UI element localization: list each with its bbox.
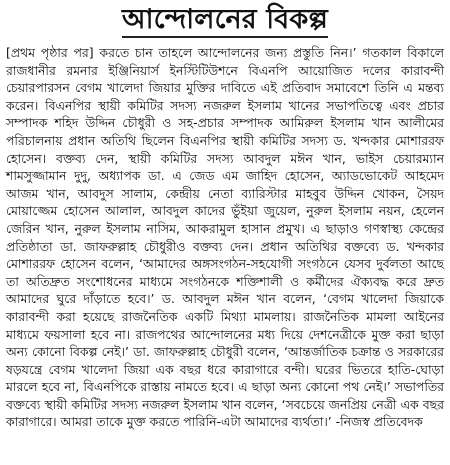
- article-body: [6, 44, 444, 431]
- headline: আন্দোলনের বিকল্প: [122, 6, 328, 38]
- article-text: করতে চান তাহলে আন্দোলনের জন্য প্রস্তুতি নিন।’ গতকাল বিকালে রাজধানীর রমনার ইঞ্জিনিয়ার্স ইনস্টিটিউশনে বিএনপি আয়োজিত দলের কারাবন্দী চেয়ারপারসন বেগম খালেদা জিয়ার মুক্তির দাবিতে এই প্রতিবাদ সমাবেশে তিনি এ মন্তব্য করেন। বিএনপির স্থায়ী কমিটির সদস্য নজরুল ইসলাম খানের সভাপতিত্বে এবং প্রচার সম্পাদক শহিদ উদ্দিন চৌধুরী ও সহ-প্রচার সম্পাদক আমিরুল ইসলাম খান আলীমের পরিচালনায় প্রধান অতিথি ছিলেন বিএনপির স্থায়ী কমিটির সদস্য ড. খন্দকার মোশাররফ হোসেন। বক্তব্য দেন, স্থায়ী কমিটির সদস্য আবদুল মঈন খান, ভাইস চেয়ারম্যান শামসুজ্জামান দুদু, অধ্যাপক ডা. এ জেড এম জাহিদ হোসেন, অ্যাডভোকেট আহমেদ আজম খান, আবদুস সালাম, কেন্দ্রীয় নেতা ব্যারিস্টার মাহবুব উদ্দিন খোকন, সৈয়দ মোয়াজ্জেম হোসেন আলাল, আবদুল কাদের ভুঁইয়া জুয়েল, নুরুল ইসলাম নয়ন, হেলেন জেরিন খান, নুরুল ইসলাম নাসিম, আকরামুল হাসান প্রমুখ। এ ছাড়াও গণস্বাস্থ্য কেন্দ্রের প্রতিষ্ঠাতা ডা. জাফরুল্লাহ চৌধুরীও বক্তব্য দেন। প্রধান অতিথির বক্তব্যে ড. খন্দকার মোশাররফ হোসেন বলেন, ‘আমাদের অঙ্গসংগঠন-সহযোগী সংগঠনে যেসব দুর্বলতা আছে তা অতিদ্রুত সংশোধনের মাধ্যমে সংগঠনকে শক্তিশালী ও কর্মীদের ঐক্যবদ্ধ করে দ্রুত আমাদের ঘুরে দাঁড়াতে হবে।’ ড. আবদুল মঈন খান বলেন, ‘বেগম খালেদা জিয়াকে কারাবন্দী করা হয়েছে রাজনৈতিক একটি মিথ্যা মামলায়। রাজনৈতিক মামলা আইনের মাধ্যমে ফয়সালা হবে না। রাজপথের আন্দোলনের মধ্য দিয়ে দেশনেত্রীকে মুক্ত করা ছাড়া অন্য কোনো বিকল্প নেই।’ ডা. জাফরুল্লাহ চৌধুরী বলেন, ‘আন্তর্জাতিক চক্রান্ত ও সরকারের ষড়যন্ত্রে বেগম খালেদা জিয়া এক বছর ধরে কারাগারে বন্দী। ঘরের ভিতরে হাতি-ঘোড়া মারলে হবে না, বিএনপিকে রাস্তায় নামতে হবে। এ ছাড়া অন্য কোনো পথ নেই।’ সভাপতির বক্তব্যে স্থায়ী কমিটির সদস্য নজরুল ইসলাম খান বলেন, ‘সবচেয়ে জনপ্রিয় নেত্রী এক বছর কারাগারে। আমরা তাকে মুক্ত করতে পারিনি-এটা আমাদের ব্যর্থতা।’ -নিজস্ব প্রতিবেদক: [6, 45, 444, 430]
- continued-from-label: [প্রথম পৃষ্ঠার পর]: [6, 45, 94, 60]
- headline-area: [6, 0, 444, 44]
